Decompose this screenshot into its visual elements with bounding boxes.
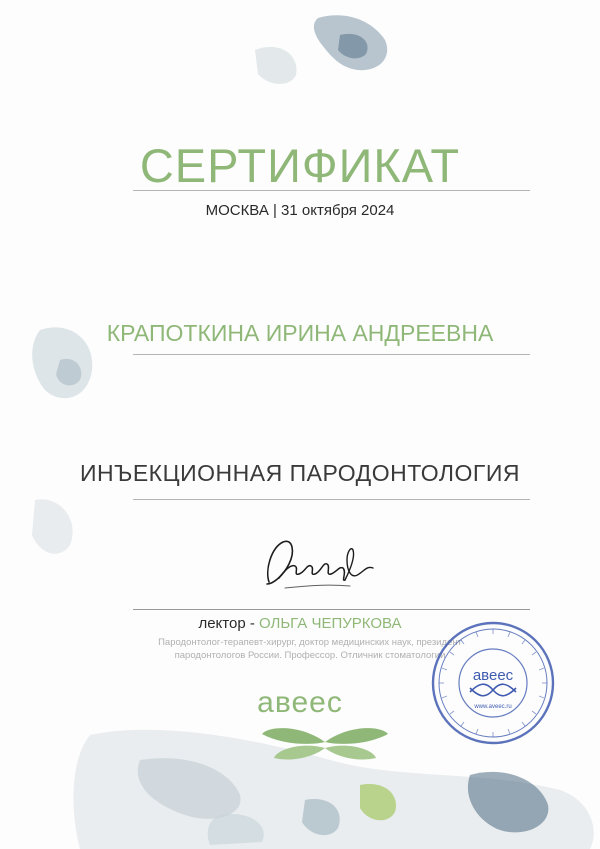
lecturer-name: ОЛЬГА ЧЕПУРКОВА <box>259 615 402 632</box>
organization-stamp <box>430 620 556 746</box>
recipient-name: КРАПОТКИНА ИРИНА АНДРЕЕВНА <box>106 320 494 346</box>
lecturer-description-line2: пародонтологов России. Профессор. Отличник стоматологии <box>174 650 446 661</box>
lecturer-description-line1: Пародонтолог-терапевт-хирург, доктор медицинских наук, президент <box>158 637 462 648</box>
name-divider <box>133 354 530 355</box>
stamp-center-text: авеес <box>472 667 514 684</box>
signature-line <box>133 609 530 610</box>
stamp-url-text: www.aveeс.ru <box>474 704 512 710</box>
title-divider <box>133 190 530 191</box>
lecturer-description <box>140 636 480 662</box>
certificate-title: СЕРТИФИКАТ <box>139 139 461 192</box>
aveec-leaf-logo-icon <box>260 720 390 768</box>
left-watercolor-splash <box>32 327 92 553</box>
lecturer-signature <box>255 530 380 596</box>
aveec-logo-text: авеес <box>257 686 343 719</box>
course-title: ИНЪЕКЦИОННАЯ ПАРОДОНТОЛОГИЯ <box>80 460 520 486</box>
lecturer-prefix: лектор - <box>198 615 259 632</box>
top-watercolor-splash <box>255 15 387 84</box>
location-date: МОСКВА | 31 октября 2024 <box>205 202 395 219</box>
course-divider <box>133 499 530 500</box>
